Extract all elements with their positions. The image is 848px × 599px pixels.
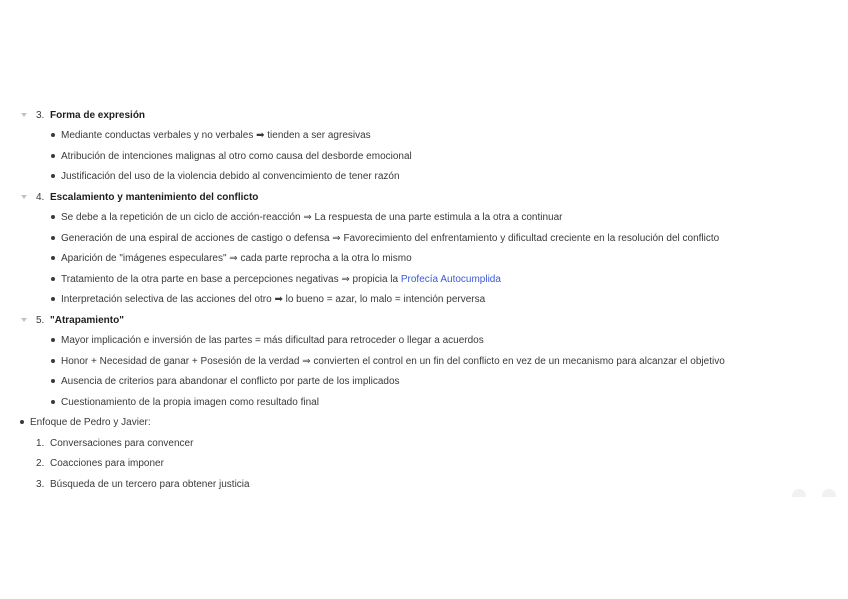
item-number: 2. bbox=[36, 457, 45, 469]
profecia-link[interactable]: Profecía Autocumplida bbox=[400, 273, 501, 285]
list-item-text: Ausencia de criterios para abandonar el conflicto por parte de los implicados bbox=[61, 375, 400, 387]
bullet-icon bbox=[51, 154, 55, 158]
list-item-text: Honor + Necesidad de ganar + Posesión de la verdad ⇒ convierten el control en un fin del conflicto en vez de un mecanismo para alcanzar el objetivo bbox=[61, 355, 725, 367]
list-item bbox=[0, 371, 848, 391]
scroll-down-control[interactable] bbox=[822, 489, 836, 497]
list-item bbox=[0, 453, 848, 473]
list-item bbox=[0, 351, 848, 371]
list-item-text: Tratamiento de la otra parte en base a percepciones negativas ⇒ propicia la Profecía Autocumplida bbox=[61, 273, 501, 285]
list-item-text: Aparición de "imágenes especulares" ⇒ cada parte reprocha a la otra lo mismo bbox=[61, 252, 412, 264]
section-3 bbox=[0, 105, 848, 125]
document-page bbox=[0, 104, 848, 496]
bullet-icon bbox=[51, 236, 55, 240]
list-item-text: Interpretación selectiva de las acciones del otro ➡ lo bueno = azar, lo malo = intención perversa bbox=[61, 293, 486, 305]
list-item bbox=[0, 269, 848, 289]
bullet-icon bbox=[51, 215, 55, 219]
item-text: Coacciones para imponer bbox=[50, 457, 164, 469]
bullet-icon bbox=[51, 297, 55, 301]
collapse-toggle-icon[interactable] bbox=[21, 113, 27, 117]
bullet-icon bbox=[20, 420, 24, 424]
collapse-toggle-icon[interactable] bbox=[21, 195, 27, 199]
section-number: 5. bbox=[36, 314, 45, 326]
list-item bbox=[0, 146, 848, 166]
bullet-icon bbox=[51, 133, 55, 137]
list-item bbox=[0, 330, 848, 350]
list-item bbox=[0, 474, 848, 494]
item-number: 3. bbox=[36, 478, 45, 490]
section-5 bbox=[0, 310, 848, 330]
bullet-icon bbox=[51, 256, 55, 260]
enfoque-label: Enfoque de Pedro y Javier: bbox=[30, 416, 151, 428]
item-number: 1. bbox=[36, 437, 45, 449]
list-item bbox=[0, 392, 848, 412]
section-number: 3. bbox=[36, 109, 45, 121]
list-item bbox=[0, 207, 848, 227]
list-item-text: Atribución de intenciones malignas al otro como causa del desborde emocional bbox=[61, 150, 412, 162]
enfoque-heading bbox=[0, 412, 848, 432]
list-item-text: Se debe a la repetición de un ciclo de acción-reacción ⇒ La respuesta de una parte estimula a la otra a continuar bbox=[61, 211, 563, 223]
section-number: 4. bbox=[36, 191, 45, 203]
list-item bbox=[0, 433, 848, 453]
list-item-text: Cuestionamiento de la propia imagen como resultado final bbox=[61, 396, 319, 408]
bullet-icon bbox=[51, 277, 55, 281]
list-item bbox=[0, 248, 848, 268]
list-item-text: Mediante conductas verbales y no verbales ➡ tienden a ser agresivas bbox=[61, 129, 371, 141]
bullet-icon bbox=[51, 174, 55, 178]
list-item-text: Mayor implicación e inversión de las partes = más dificultad para retroceder o llegar a acuerdos bbox=[61, 334, 484, 346]
section-title: Escalamiento y mantenimiento del conflicto bbox=[50, 191, 259, 203]
list-item-text: Justificación del uso de la violencia debido al convencimiento de tener razón bbox=[61, 170, 400, 182]
list-item bbox=[0, 125, 848, 145]
list-item bbox=[0, 228, 848, 248]
list-item bbox=[0, 166, 848, 186]
bullet-icon bbox=[51, 400, 55, 404]
list-item-text: Generación de una espiral de acciones de castigo o defensa ⇒ Favorecimiento del enfrentamiento y dificultad creciente en la resolución del conflicto bbox=[61, 232, 720, 244]
bullet-icon bbox=[51, 379, 55, 383]
collapse-toggle-icon[interactable] bbox=[21, 318, 27, 322]
bullet-icon bbox=[51, 338, 55, 342]
bullet-icon bbox=[51, 359, 55, 363]
scroll-up-control[interactable] bbox=[792, 489, 806, 497]
item-text: Conversaciones para convencer bbox=[50, 437, 194, 449]
section-title: Forma de expresión bbox=[50, 109, 146, 121]
section-title: "Atrapamiento" bbox=[50, 314, 124, 326]
list-item bbox=[0, 289, 848, 309]
section-4 bbox=[0, 187, 848, 207]
item-text: Búsqueda de un tercero para obtener justicia bbox=[50, 478, 250, 490]
